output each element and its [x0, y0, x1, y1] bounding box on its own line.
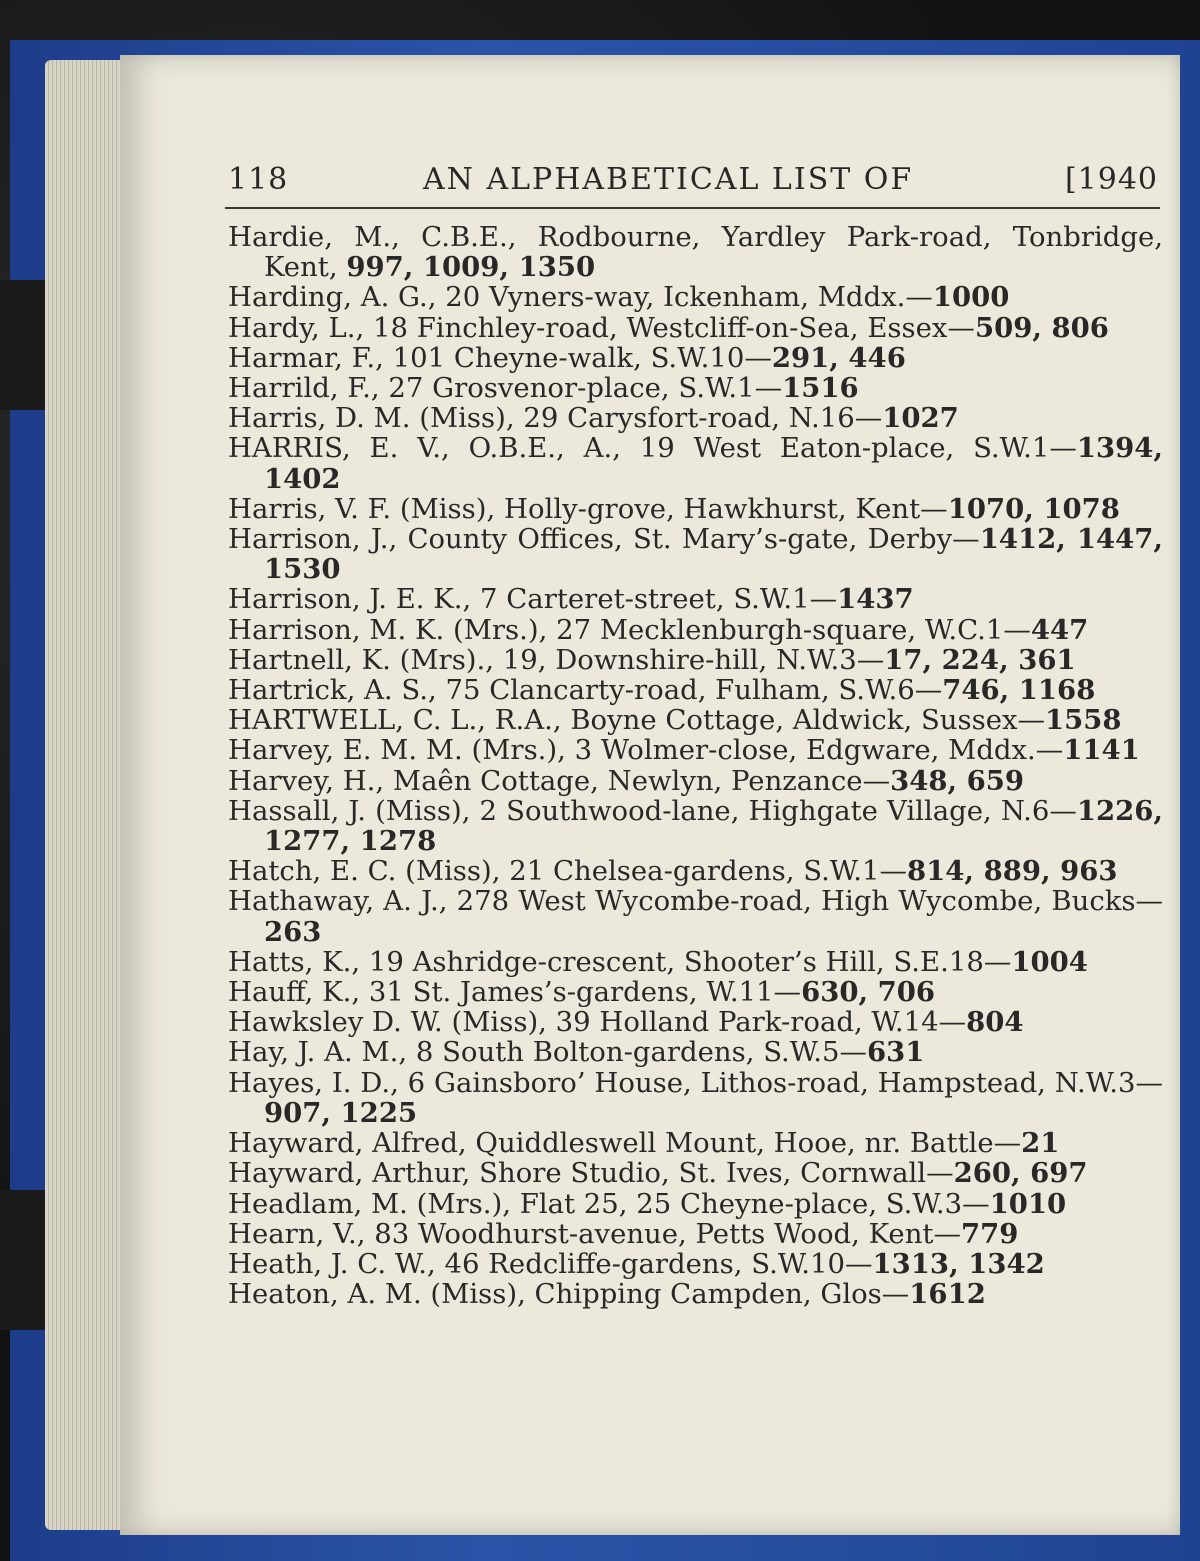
list-item: [228, 313, 1163, 343]
entry-text: Hay, J. A. M., 8 South Bolton-gardens, S.W.5—: [228, 1036, 867, 1069]
entry-catalogue-numbers: 997, 1009, 1350: [346, 251, 596, 284]
list-item: [228, 735, 1163, 765]
entry-catalogue-numbers: 17, 224, 361: [884, 643, 1076, 676]
entry-text: Hayward, Arthur, Shore Studio, St. Ives, Cornwall—: [228, 1157, 954, 1190]
entry-catalogue-numbers: 509, 806: [974, 311, 1109, 344]
entry-catalogue-numbers: 263: [264, 915, 322, 948]
list-item: [228, 886, 1163, 946]
entry-text: Harrild, F., 27 Grosvenor-place, S.W.1—: [228, 372, 783, 405]
entry-text: Hearn, V., 83 Woodhurst-avenue, Petts Wood, Kent—: [228, 1217, 961, 1250]
list-item: [228, 1249, 1163, 1279]
entry-text: Harvey, E. M. M. (Mrs.), 3 Wolmer-close, Edgware, Mddx.—: [228, 734, 1064, 767]
list-item: [228, 705, 1163, 735]
running-head: [228, 160, 1158, 204]
page-number: 118: [228, 162, 289, 197]
list-item: [228, 947, 1163, 977]
entry-catalogue-numbers: 779: [960, 1217, 1019, 1250]
list-item: [228, 1037, 1163, 1067]
entry-text: Hardy, L., 18 Finchley-road, Westcliff-on-Sea, Essex—: [228, 311, 975, 344]
entry-catalogue-numbers: 1612: [909, 1278, 986, 1311]
list-item: [228, 1219, 1163, 1249]
entry-catalogue-numbers: 907, 1225: [264, 1096, 418, 1129]
entry-text: Hayes, I. D., 6 Gainsboro’ House, Lithos-road, Hampstead, N.W.3—: [228, 1066, 1163, 1099]
list-item: [228, 403, 1163, 433]
entry-text: Harvey, H., Maên Cottage, Newlyn, Penzance—: [228, 764, 891, 797]
entry-text: Harding, A. G., 20 Vyners-way, Ickenham, Mddx.—: [228, 281, 933, 314]
list-item: [228, 675, 1163, 705]
list-item: [228, 1068, 1163, 1128]
entry-text: Harmar, F., 101 Cheyne-walk, S.W.10—: [228, 341, 772, 374]
list-item: [228, 1128, 1163, 1158]
entry-text: Hathaway, A. J., 278 West Wycombe-road, High Wycombe, Bucks—: [228, 885, 1163, 918]
list-item: [228, 1007, 1163, 1037]
entry-text: Hayward, Alfred, Quiddleswell Mount, Hooe, nr. Battle—: [228, 1127, 1022, 1160]
entry-catalogue-numbers: 630, 706: [801, 976, 936, 1009]
entry-text: Headlam, M. (Mrs.), Flat 25, 25 Cheyne-place, S.W.3—: [228, 1187, 990, 1220]
entry-text: HARRIS, E. V., O.B.E., A., 19 West Eaton-place, S.W.1—: [228, 432, 1077, 465]
entry-catalogue-numbers: 348, 659: [890, 764, 1025, 797]
list-item: [228, 584, 1163, 614]
entry-text: Hatts, K., 19 Ashridge-crescent, Shooter’s Hill, S.E.18—: [228, 945, 1012, 978]
entry-text: HARTWELL, C. L., R.A., Boyne Cottage, Aldwick, Sussex—: [228, 704, 1045, 737]
entry-text: Harrison, J., County Offices, St. Mary’s-gate, Derby—: [228, 523, 980, 556]
entry-catalogue-numbers: 631: [867, 1036, 925, 1069]
entry-text: Hartrick, A. S., 75 Clancarty-road, Fulham, S.W.6—: [228, 674, 943, 707]
entry-catalogue-numbers: 1394, 1402: [264, 432, 1163, 495]
list-item: [228, 494, 1163, 524]
entry-text: Hartnell, K. (Mrs)., 19, Downshire-hill, N.W.3—: [228, 643, 885, 676]
entry-text: Hatch, E. C. (Miss), 21 Chelsea-gardens, S.W.1—: [228, 855, 908, 888]
entry-catalogue-numbers: 1437: [837, 583, 914, 616]
entry-catalogue-numbers: 21: [1021, 1127, 1060, 1160]
entry-catalogue-numbers: 1004: [1011, 945, 1088, 978]
entry-catalogue-numbers: 804: [966, 1006, 1024, 1039]
entry-catalogue-numbers: 746, 1168: [942, 674, 1096, 707]
header-title: AN ALPHABETICAL LIST OF: [423, 162, 914, 197]
list-item: [228, 373, 1163, 403]
list-item: [228, 343, 1163, 373]
list-item: [228, 1189, 1163, 1219]
entry-catalogue-numbers: 1412, 1447, 1530: [264, 523, 1163, 586]
entry-text: Heath, J. C. W., 46 Redcliffe-gardens, S.W.10—: [228, 1247, 873, 1280]
entry-catalogue-numbers: 1141: [1063, 734, 1140, 767]
list-item: [228, 433, 1163, 493]
header-rule: [225, 207, 1160, 209]
list-item: [228, 282, 1163, 312]
entry-catalogue-numbers: 814, 889, 963: [907, 855, 1118, 888]
entry-text: Hauff, K., 31 St. James’s-gardens, W.11—: [228, 976, 802, 1009]
list-item: [228, 524, 1163, 584]
entry-catalogue-numbers: 447: [1030, 613, 1089, 646]
entry-text: Hardie, M., C.B.E., Rodbourne, Yardley Park-road, Tonbridge, Kent,: [228, 221, 1163, 284]
entry-catalogue-numbers: 1226, 1277, 1278: [264, 794, 1163, 858]
entry-catalogue-numbers: 260, 697: [953, 1157, 1088, 1190]
list-item: [228, 856, 1163, 886]
list-item: [228, 796, 1163, 856]
entry-catalogue-numbers: 1070, 1078: [947, 492, 1120, 525]
entry-catalogue-numbers: 1010: [989, 1187, 1067, 1220]
list-item: [228, 615, 1163, 645]
entry-catalogue-numbers: 1027: [882, 402, 959, 435]
entry-text: Harrison, M. K. (Mrs.), 27 Mecklenburgh-square, W.C.1—: [228, 613, 1031, 646]
entry-catalogue-numbers: 1313, 1342: [872, 1247, 1045, 1280]
entry-catalogue-numbers: 1558: [1045, 704, 1122, 737]
entry-text: Harris, D. M. (Miss), 29 Carysfort-road, N.16—: [228, 402, 883, 435]
entry-catalogue-numbers: 1000: [932, 281, 1010, 314]
list-item: [228, 222, 1163, 282]
entry-list: [228, 222, 1163, 1309]
list-item: [228, 1279, 1163, 1309]
entry-text: Harrison, J. E. K., 7 Carteret-street, S.W.1—: [228, 583, 838, 616]
list-item: [228, 977, 1163, 1007]
entry-catalogue-numbers: 291, 446: [771, 341, 906, 374]
entry-text: Harris, V. F. (Miss), Holly-grove, Hawkhurst, Kent—: [228, 492, 948, 525]
entry-catalogue-numbers: 1516: [782, 372, 859, 405]
list-item: [228, 1158, 1163, 1188]
header-year: [1940: [1064, 162, 1158, 197]
list-item: [228, 766, 1163, 796]
entry-text: Hassall, J. (Miss), 2 Southwood-lane, Highgate Village, N.6—: [228, 794, 1077, 827]
entry-text: Hawksley D. W. (Miss), 39 Holland Park-road, W.14—: [228, 1006, 967, 1039]
entry-text: Heaton, A. M. (Miss), Chipping Campden, Glos—: [228, 1278, 910, 1311]
list-item: [228, 645, 1163, 675]
